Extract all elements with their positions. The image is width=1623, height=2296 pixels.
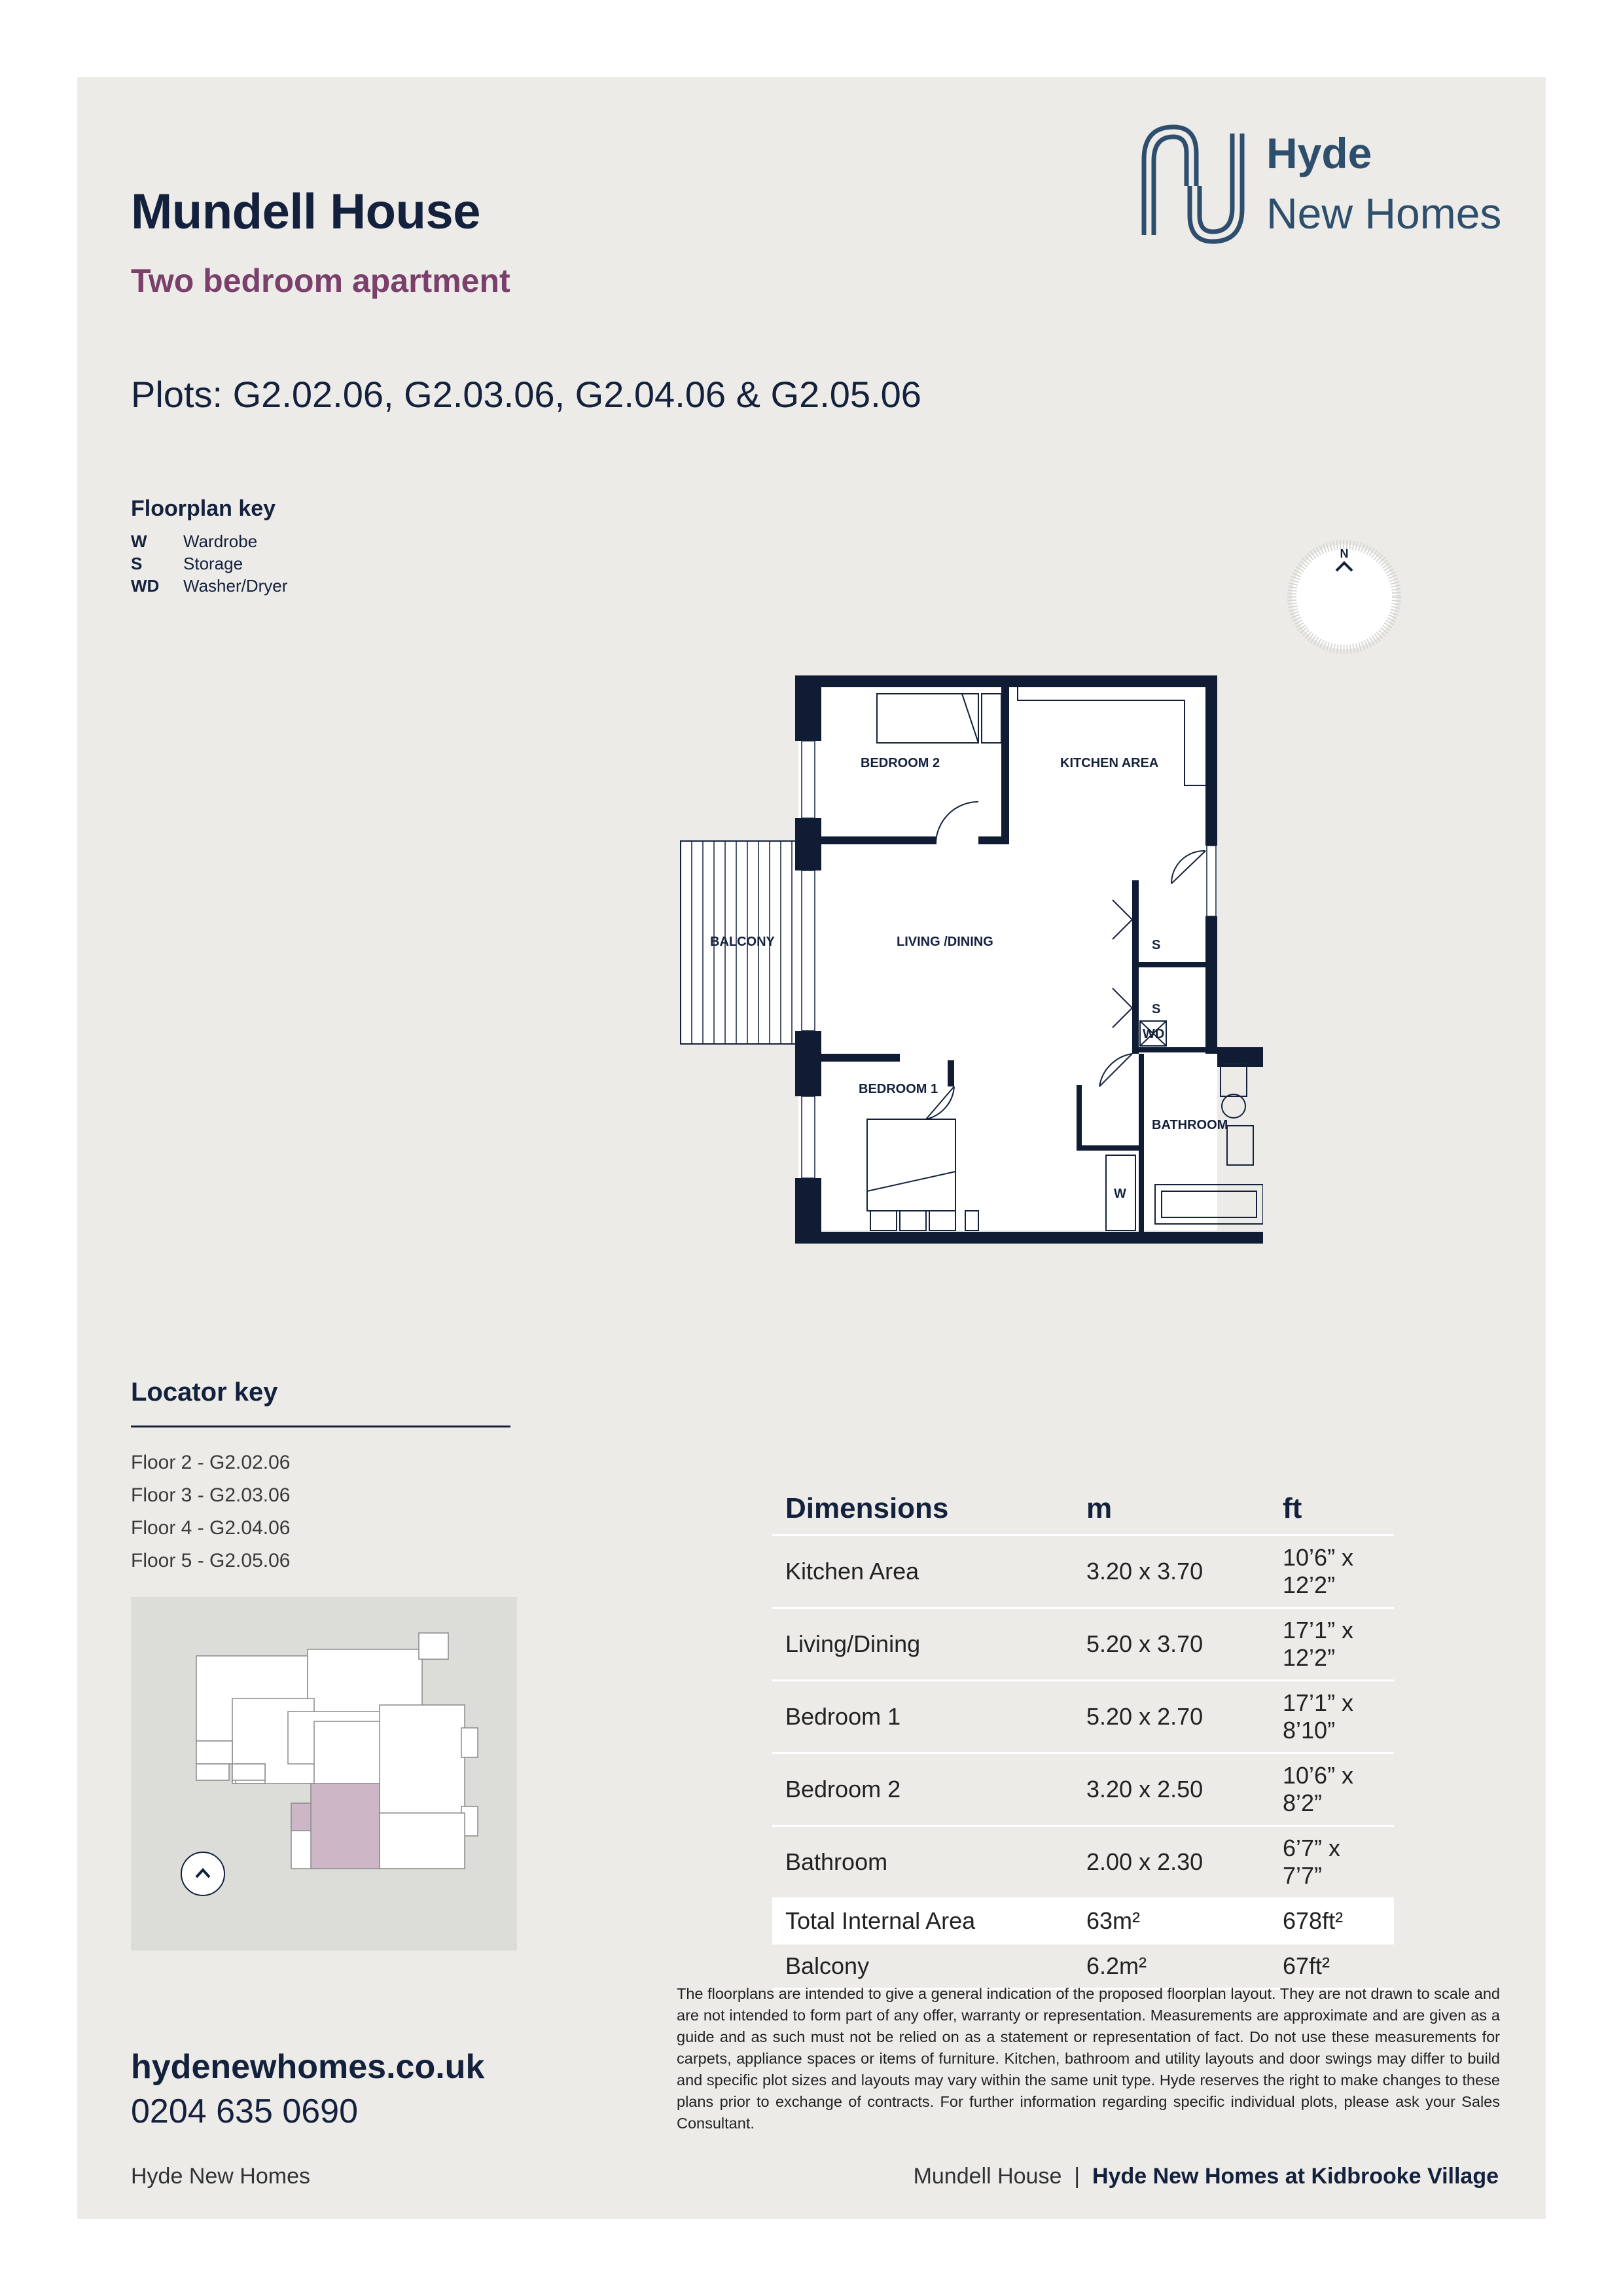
table-row-total <box>772 1899 1394 1944</box>
compass-north-label: N <box>1340 547 1349 560</box>
key-row-wardrobe <box>131 531 458 552</box>
room-label-balcony: BALCONY <box>710 935 775 949</box>
key-row-washer-dryer <box>131 576 458 596</box>
header-dimensions: Dimensions <box>772 1486 1073 1535</box>
key-code: W <box>131 531 147 551</box>
key-label: Storage <box>183 554 243 573</box>
metres-value: 63m² <box>1073 1899 1270 1944</box>
key-label: Washer/Dryer <box>183 576 288 596</box>
locator-divider <box>131 1426 510 1427</box>
table-row <box>772 1753 1394 1826</box>
room-name: Bedroom 1 <box>772 1681 1073 1753</box>
room-label-bedroom-1: BEDROOM 1 <box>859 1082 938 1096</box>
table-row <box>772 1681 1394 1753</box>
website-link[interactable]: hydenewhomes.co.uk <box>131 2048 485 2086</box>
room-label-storage-1: S <box>1152 938 1161 952</box>
locator-item: Floor 3 - G2.03.06 <box>131 1484 291 1506</box>
table-row <box>772 1944 1394 1989</box>
table-row <box>772 1535 1394 1608</box>
footer-building-name: Mundell House <box>913 2164 1062 2189</box>
locator-item: Floor 5 - G2.05.06 <box>131 1550 291 1571</box>
floorplan-key-heading: Floorplan key <box>131 496 276 521</box>
page-subtitle: Two bedroom apartment <box>131 262 510 299</box>
room-label-wardrobe: W <box>1114 1187 1126 1201</box>
disclaimer-text: The floorplans are intended to give a general indication of the proposed floorplan layout. They are not drawn to scale and are not intended to form part of any offer, warranty or representation. Measurements are approximate and are given as a guide and as such must not be relied on as a statement or representation of fact. Do not use these measurements for carpets, appliance spaces or items of furniture. Kitchen, bathroom and utility layouts and door swings may differ to build and specific plot sizes and layouts may vary within the same unit type. Hyde reserves the right to make changes to these plans prior to exchange of contracts. For further information regarding specific individual plots, please ask your Sales Consultant. <box>677 1985 1500 2132</box>
room-name: Balcony <box>772 1944 1073 1989</box>
metres-value: 5.20 x 3.70 <box>1073 1608 1270 1681</box>
footer-development-name: Hyde New Homes at Kidbrooke Village <box>1092 2164 1499 2189</box>
dimensions-header-row <box>772 1486 1394 1535</box>
key-code: WD <box>131 576 160 596</box>
room-label-kitchen: KITCHEN AREA <box>1060 756 1159 770</box>
table-row <box>772 1608 1394 1681</box>
page-title: Mundell House <box>131 184 480 240</box>
phone-number[interactable]: 0204 635 0690 <box>131 2092 359 2130</box>
feet-value: 678ft² <box>1270 1899 1394 1944</box>
metres-value: 3.20 x 3.70 <box>1073 1535 1270 1608</box>
room-label-living-dining: LIVING /DINING <box>897 935 993 949</box>
metres-value: 2.00 x 2.30 <box>1073 1826 1270 1899</box>
logo-text-new-homes: New Homes <box>1266 189 1502 238</box>
room-name: Bedroom 2 <box>772 1753 1073 1826</box>
metres-value: 3.20 x 2.50 <box>1073 1753 1270 1826</box>
footer-brand: Hyde New Homes <box>131 2164 310 2189</box>
table-row <box>772 1826 1394 1899</box>
room-name: Total Internal Area <box>772 1899 1073 1944</box>
locator-map <box>131 1597 517 1950</box>
compass-icon <box>1285 538 1403 656</box>
metres-value: 5.20 x 2.70 <box>1073 1681 1270 1753</box>
header-feet: ft <box>1270 1486 1394 1535</box>
locator-highlight-unit <box>311 1784 380 1869</box>
feet-value: 17’1” x 12’2” <box>1270 1608 1394 1681</box>
dimensions-table <box>772 1486 1394 1990</box>
logo-text-hyde: Hyde <box>1266 129 1372 177</box>
locator-item: Floor 4 - G2.04.06 <box>131 1517 291 1539</box>
key-row-storage <box>131 554 458 574</box>
floorplan-diagram <box>674 668 1263 1244</box>
feet-value: 67ft² <box>1270 1944 1394 1989</box>
room-label-bathroom: BATHROOM <box>1152 1118 1228 1132</box>
feet-value: 10’6” x 12’2” <box>1270 1535 1394 1608</box>
key-label: Wardrobe <box>183 531 258 551</box>
feet-value: 6’7” x 7’7” <box>1270 1826 1394 1899</box>
room-label-storage-2: S <box>1152 1002 1161 1016</box>
feet-value: 17’1” x 8’10” <box>1270 1681 1394 1753</box>
locator-key-heading: Locator key <box>131 1378 278 1407</box>
room-label-washer-dryer: WD <box>1143 1027 1165 1041</box>
plots-list: Plots: G2.02.06, G2.03.06, G2.04.06 & G2.05.06 <box>131 374 921 415</box>
locator-map-diagram <box>131 1597 517 1950</box>
feet-value: 10’6” x 8’2” <box>1270 1753 1394 1826</box>
header-metres: m <box>1073 1486 1270 1535</box>
room-name: Living/Dining <box>772 1608 1073 1681</box>
room-name: Kitchen Area <box>772 1535 1073 1608</box>
footer-development: Mundell House | Hyde New Homes at Kidbrooke Village <box>913 2164 1499 2189</box>
locator-item: Floor 2 - G2.02.06 <box>131 1452 291 1473</box>
room-label-bedroom-2: BEDROOM 2 <box>861 756 940 770</box>
key-code: S <box>131 554 143 573</box>
room-name: Bathroom <box>772 1826 1073 1899</box>
metres-value: 6.2m² <box>1073 1944 1270 1989</box>
